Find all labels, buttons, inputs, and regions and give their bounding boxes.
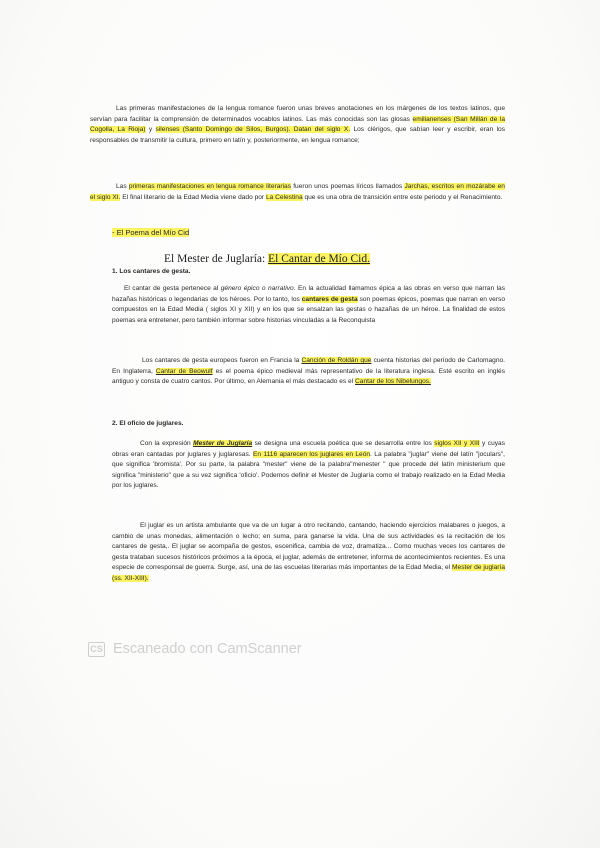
text: Las primeras manifestaciones de la lengua romance fueron unas breves anotaciones en los márgenes de los textos latinos, que servían para facilitar la comprensión de determinados vocablos latinos. Las más conocidas son las glosas [90,105,505,123]
text: . La palabra "juglar" viene del latín "joculars", que significa 'bromista'. Por su parte, la palabra "mester" viene de la palabra"menester " que procede del latín ministerium que significa "ministerio" que a su vez significa 'oficio'. Podemos definir el Mester de Juglaría como el trabajo realizado en la Edad Media por los juglares. [112,450,505,490]
camscanner-logo-icon: CS [88,642,105,657]
text: El final literario de la Edad Media viene dado por [120,193,266,201]
text: Con la expresión [140,440,194,447]
highlight: La Celestina [265,193,303,201]
highlight: silenses (Santo Domingo de Silos, Burgos). Datan del siglo X. [155,126,351,134]
text: y cuyas obras eran cantadas por juglares y juglaresas. [112,440,506,458]
text: Los clérigos, que sabían leer y escribir, eran los responsables de transmitir la cultura, primero en latín y, posteriormente, en lengua romance; [90,126,506,144]
page-title [164,253,370,265]
text: cuenta historias del período de Carlomagno. En Inglaterra, [112,357,505,375]
highlight: En 1116 aparecen los juglares en León [252,450,371,458]
text: y [145,126,156,134]
highlight: Canción de Roldán que [301,357,372,364]
highlight: emilianenses (San Millán de la Cogolla, La Rioja) [90,115,505,134]
highlight: Cantar de Beowulf [155,367,213,375]
poema-mio-cid-label [112,228,189,239]
paragraph-mester [112,439,505,492]
text: El juglar es un artista ambulante que va de un lugar a otro recitando, cantando, haciendo ejercicios malabares o juegos, a cambio de unas monedas, alimentación o lecho; en suma, para ganarse la vida. Una de sus actividades es la recitación de los cantares de gesta,. El juglar se acompaña de gestos, escenifica, cambia de voz, dramatiza... Como muchas veces los cantares de gesta trataban sucesos históricos próximos a la época, el juglar, además de entretener, informa de acontecimientos recientes. Es una especie de corresponsal de guerra. Surge, así, una de las escuelas literarias más importantes de la Edad Media, el [112,522,505,572]
camscanner-watermark [88,639,302,659]
highlight: Jarchas, escritos en mozárabe en el siglo XI. [90,183,505,201]
text: que es una obra de transición entre este periodo y el Renacimiento. [302,193,503,201]
section-heading: 2. El oficio de juglares. [112,420,184,427]
highlight: primeras manifestaciones en lengua romance literarias [128,183,291,190]
title-part: El Mester de Juglaría: [164,253,269,265]
section-heading: 1. Los cantares de gesta. [112,268,191,275]
paragraph-jarchas [90,182,505,203]
text: El cantar de gesta pertenece al [124,285,221,292]
paragraph-europeos [112,356,505,388]
paragraph-glosas [90,104,505,146]
highlight: siglos XII y XIII [434,440,480,447]
highlight: Mester de Juglaría [193,440,253,447]
text: Los cantares de gesta europeos fueron en Francia la [142,357,302,364]
highlight: Cantar de los Nibelungos. [355,378,431,386]
paragraph-juglar [112,521,505,585]
highlight: - El Poema del Mío Cid [112,228,190,237]
text: fueron unos poemas líricos llamados [291,183,405,190]
text: se designa una escuela poética que se desarrolla entre los [252,440,435,447]
highlight: cantares de gesta [301,295,358,303]
text: . En la actualidad llamamos épica a las obras en verso que narran las hazañas históricas o legendarias de los héroes. Por lo tanto, los [112,285,505,303]
paragraph-cantar-gesta [112,284,505,326]
text: Las [116,183,129,190]
text: son poemas épicos, poemas que narran en verso compuestos en la Edad Media ( siglos XI y XII) y en los que se ensalzan las gestas o hazañas de un héroe. La finalidad de estos poemas era entretener, pero también informar sobre historias vinculadas a la Reconquista [112,295,505,324]
watermark-text: Escaneado con CamScanner [113,641,302,657]
text: es el poema épico medieval más representativo de la literatura inglesa. Esté escrito en inglés antiguo y consta de cuatro cantos. Por último, en Alemania el más destacado es el [112,367,505,386]
italic-text: género épico o narrativo [220,285,294,292]
title-highlight: El Cantar de Mío Cid. [268,253,370,265]
highlight: Mester de juglaría (ss. XII-XIII). [112,564,505,582]
